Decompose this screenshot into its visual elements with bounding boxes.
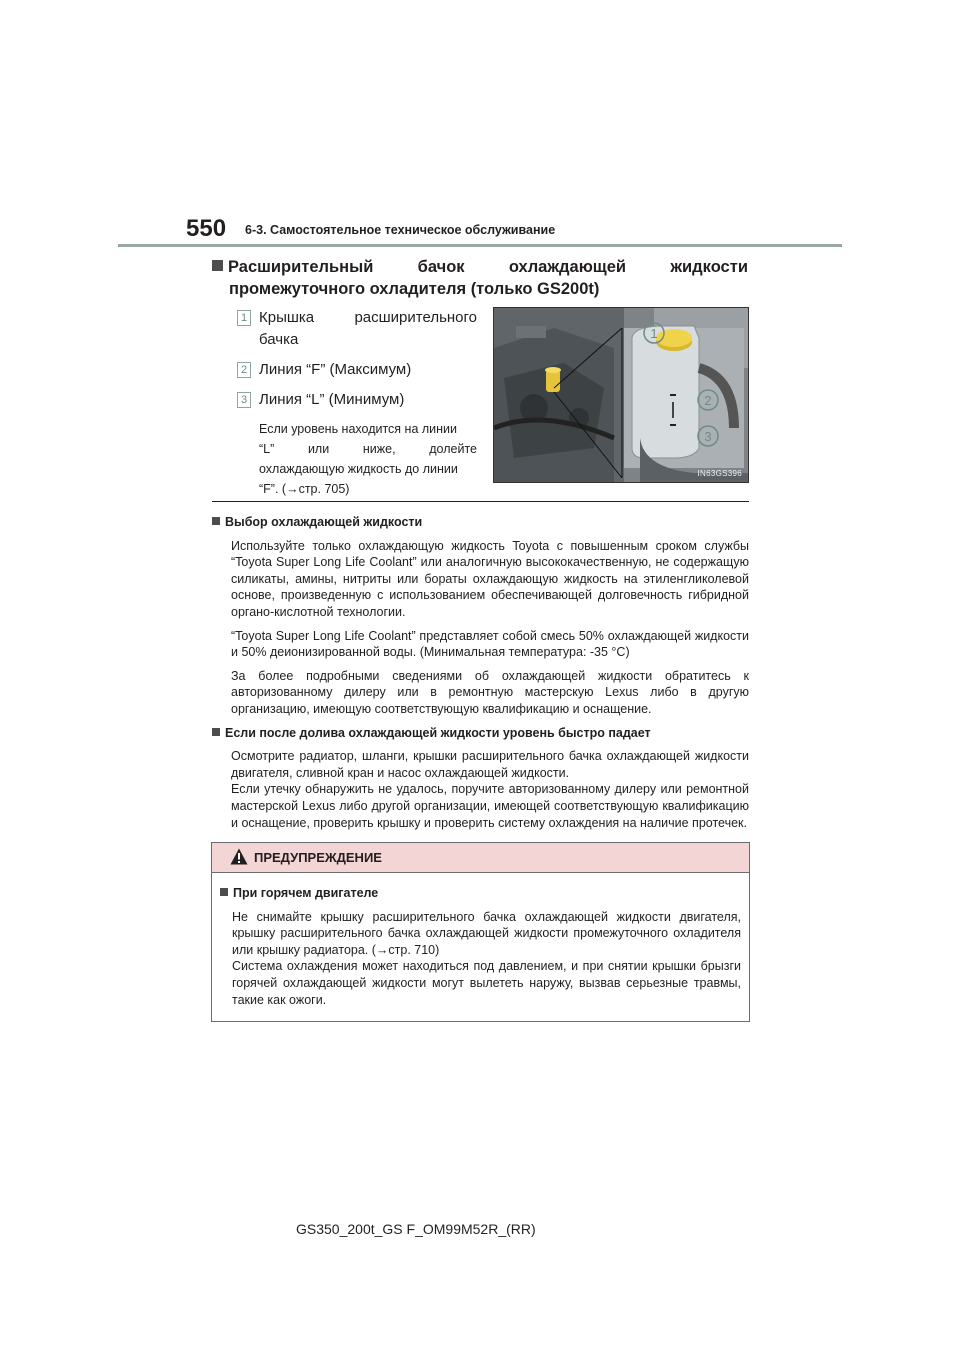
- paragraph-line: Если утечку обнаружить не удалось, поручите авторизованному дилеру или ремонтной мастерской Lexus либо другой организации, имеющей соответствующую квалификацию и оснащение, проверить крышку и проверить систему охлаждения на наличие протечек.: [231, 782, 749, 830]
- callout-text: Линия “L” (Минимум): [259, 391, 405, 408]
- heading-word: бачок: [417, 258, 465, 276]
- note-line: охлаждающую жидкость до линии: [259, 462, 458, 476]
- section-heading-line1: [212, 256, 748, 278]
- paragraph: [212, 748, 749, 831]
- square-bullet-icon: [212, 260, 223, 271]
- heading-word: охлаждающей: [508, 258, 627, 276]
- warning-title: ПРЕДУПРЕЖДЕНИЕ: [254, 850, 382, 865]
- marker-3: 3: [704, 429, 712, 444]
- marker-1: 1: [650, 326, 658, 341]
- document-code: GS350_200t_GS F_OM99M52R_(RR): [296, 1221, 536, 1237]
- paragraph: “Toyota Super Long Life Coolant” представляет собой смесь 50% охлаждающей жидкости и 50% деионизированной воды. (Минимальная температура: -35 °C): [231, 628, 749, 660]
- warning-box: [211, 842, 750, 1022]
- callout-item: [237, 359, 477, 381]
- level-drop-heading: Если после долива охлаждающей жидкости уровень быстро падает: [212, 725, 749, 742]
- callout-text: Крышка расширительного бачка: [259, 309, 477, 348]
- paragraph: За более подробными сведениями об охлаждающей жидкости обратитесь к авторизованному дилеру или в ремонтную мастерскую Lexus либо в другую организацию, имеющую соответствующую квалификацию и оснащение.: [231, 668, 749, 716]
- paragraph-line: Не снимайте крышку расширительного бачка охлаждающей жидкости двигателя, крышку расширительного бачка охлаждающей жидкости промежуточного охладителя или крышку радиатора. (→стр. 710): [232, 909, 741, 957]
- callout-number: 3: [237, 392, 251, 408]
- callout-number: 1: [237, 310, 251, 326]
- marker-2: 2: [704, 393, 712, 408]
- square-bullet-icon: [212, 517, 220, 525]
- paragraph-line: Система охлаждения может находиться под давлением, и при снятии крышки брызги горячей охлаждающей жидкости могут вылететь наружу, вызвав серьезные травмы, такие как ожоги.: [232, 959, 741, 1007]
- paragraph-line: Осмотрите радиатор, шланги, крышки расширительного бачка охлаждающей жидкости двигателя, сливной кран и насос охлаждающей жидкости.: [231, 749, 749, 780]
- refill-note: [237, 419, 477, 499]
- warning-triangle-icon: [230, 848, 248, 865]
- section-heading-line2: промежуточного охладителя (только GS200t): [229, 280, 600, 298]
- section-divider: [212, 501, 749, 502]
- heading-word: Расширительный: [212, 256, 373, 278]
- callout-item: [237, 307, 477, 351]
- note-line: Если уровень находится на линии: [259, 422, 458, 436]
- callout-item: [237, 389, 477, 411]
- engine-bay-drawing: [494, 308, 749, 483]
- running-head: 6-3. Самостоятельное техническое обслуживание: [245, 223, 556, 237]
- callout-list: [237, 307, 477, 499]
- figure-code: IN63GS396: [697, 469, 742, 478]
- heading-word: жидкости: [670, 258, 748, 276]
- paragraph: Используйте только охлаждающую жидкость Toyota с повышенным сроком службы “Toyota Super Long Life Coolant” или аналогичную высококачественную, не содержащую силикаты, амины, нитриты или бораты охлаждающую жидкость на этиленгликолевой основе, произведенную с использованием обеспечивающей долговечность гибридной органо-кислотной технологии.: [231, 538, 749, 619]
- engine-bay-illustration: [493, 307, 749, 483]
- page-number: 550: [186, 215, 227, 242]
- square-bullet-icon: [220, 888, 228, 896]
- square-bullet-icon: [212, 728, 220, 736]
- warning-subheading: При горячем двигателе: [220, 885, 741, 902]
- header-rule: [118, 244, 842, 247]
- section-heading: [212, 256, 748, 300]
- warning-paragraph: [220, 909, 741, 1009]
- note-line: “F”. (→стр. 705): [259, 482, 350, 496]
- warning-header: [212, 843, 749, 873]
- callout-number: 2: [237, 362, 251, 378]
- note-line: “L” или ниже, долейте: [259, 442, 477, 456]
- coolant-choice-heading: Выбор охлаждающей жидкости: [212, 514, 749, 531]
- body-text: [212, 514, 749, 838]
- warning-body: [212, 873, 749, 1008]
- callout-text: Линия “F” (Максимум): [259, 361, 412, 378]
